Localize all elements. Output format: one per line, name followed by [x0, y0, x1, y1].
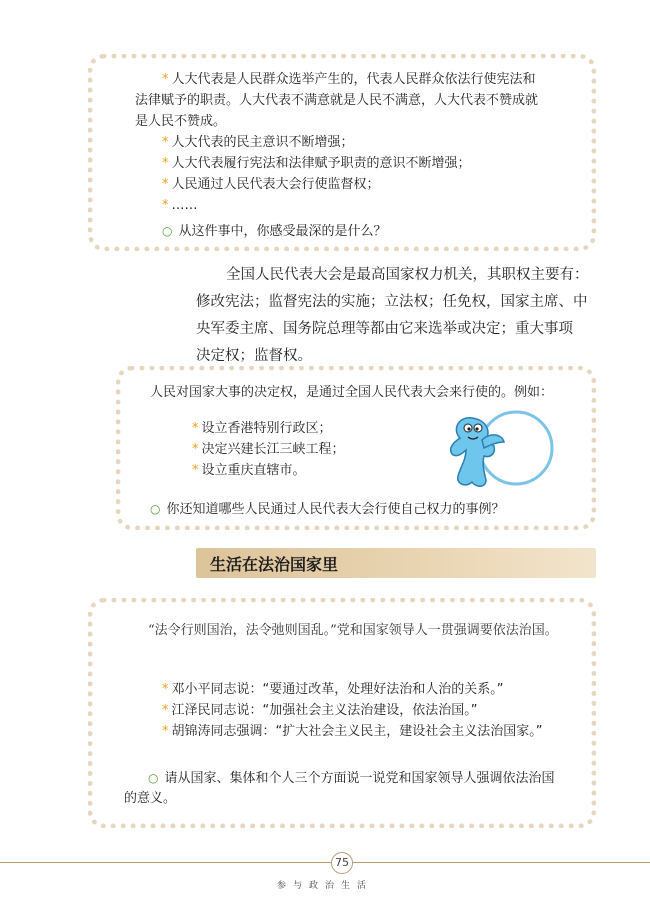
page-number: 75 — [331, 852, 353, 874]
circle-bullet-icon: ○ — [162, 224, 173, 238]
star-bullet-icon: * — [192, 463, 199, 478]
box3-question-line1: ○ 请从国家、集体和个人三个方面说一说党和国家领导人强调依法治国 — [148, 771, 555, 786]
box1-list-item: * 人大代表的民主意识不断增强； — [162, 135, 354, 150]
star-bullet-icon: * — [162, 703, 169, 718]
star-bullet-icon: * — [162, 682, 169, 697]
section-heading-bar — [196, 548, 596, 578]
box1-question: ○ 从这件事中，你感受最深的是什么？ — [162, 224, 387, 239]
box2-question: ○ 你还知道哪些人民通过人民代表大会行使自己权力的事例？ — [150, 502, 505, 517]
star-bullet-icon: * — [162, 724, 169, 739]
star-bullet-icon: * — [162, 72, 169, 87]
box1-list-item: * 人民通过人民代表大会行使监督权； — [162, 177, 380, 192]
book-title: 参与政治生活 — [276, 881, 373, 891]
mascot-illustration — [432, 398, 556, 496]
box1-list-item: * …… — [162, 198, 198, 213]
box1-paragraph-line2: 法律赋予的职责。人大代表不满意就是人民不满意，人大代表不赞成就 — [135, 93, 539, 108]
circle-bullet-icon: ○ — [148, 771, 159, 785]
box3-question-line2: 的意义。 — [124, 791, 177, 806]
box2-intro: 人民对国家大事的决定权，是通过全国人民代表大会来行使的。例如： — [150, 385, 554, 400]
box2-list-item: * 设立重庆直辖市。 — [192, 463, 306, 478]
circle-bullet-icon: ○ — [150, 502, 161, 516]
box3-quote: “法令行则国治，法令弛则国乱。”党和国家领导人一贯强调要依法治国。 — [148, 623, 558, 638]
section-title: 生活在法治国家里 — [210, 555, 339, 574]
star-bullet-icon: * — [162, 198, 169, 213]
star-bullet-icon: * — [192, 421, 199, 436]
body-paragraph-line4: 决定权；监督权。 — [196, 348, 312, 364]
star-bullet-icon: * — [162, 135, 169, 150]
star-bullet-icon: * — [192, 442, 199, 457]
box1-list-item: * 人大代表履行宪法和法律赋予职责的意识不断增强； — [162, 156, 471, 171]
box2-list-item: * 设立香港特别行政区； — [192, 421, 332, 436]
box1-paragraph-line3: 是人民不赞成。 — [135, 114, 227, 129]
box1-paragraph-line1: * 人大代表是人民群众选举产生的，代表人民群众依法行使宪法和 — [162, 72, 536, 87]
box3-list-item: * 邓小平同志说：“要通过改革，处理好法治和人治的关系。” — [162, 682, 504, 697]
box3-list-item: * 江泽民同志说：“加强社会主义法治建设，依法治国。” — [162, 703, 478, 718]
star-bullet-icon: * — [162, 156, 169, 171]
body-paragraph-line3: 央军委主席、国务院总理等都由它来选举或决定；重大事项 — [196, 321, 573, 337]
footer-rule — [0, 862, 650, 863]
body-paragraph-line2: 修改宪法；监督宪法的实施；立法权；任免权，国家主席、中 — [196, 294, 588, 310]
body-paragraph-line1: 全国人民代表大会是最高国家权力机关，其职权主要有： — [226, 267, 589, 283]
box2-list-item: * 决定兴建长江三峡工程； — [192, 442, 345, 457]
star-bullet-icon: * — [162, 177, 169, 192]
box3-list-item: * 胡锦涛同志强调：“扩大社会主义民主，建设社会主义法治国家。” — [162, 724, 543, 739]
